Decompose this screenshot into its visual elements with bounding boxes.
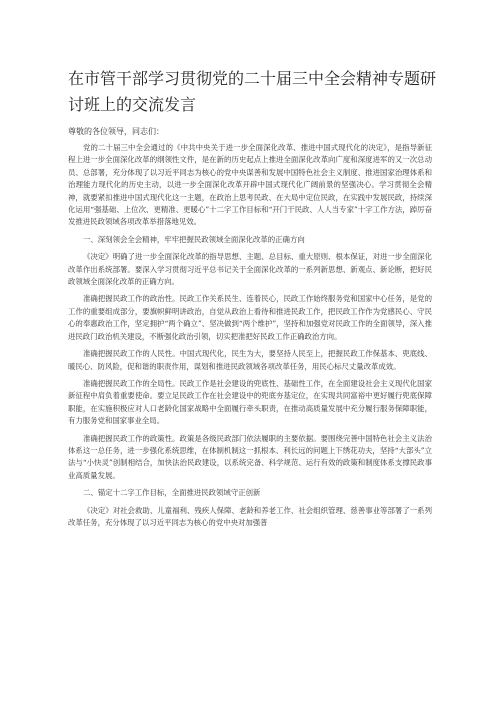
paragraph: 准确把握民政工作的政治性。民政工作关系民生、连着民心，民政工作始终服务党和国家中心任务，是党的工作的重要组成部分，要旗帜鲜明讲政治，自觉从政治上看待和推进民政工作，把民政工作作为党感民心、守民心的奉惠政治工作，坚定拥护“两个确立”、坚决做到“两个维护”，坚持和加强党对民政工作的全面领导，深入推进民政门政治机关建设，不断强化政治引领，切实把准把好民政工作正确政治方向。: [68, 294, 432, 341]
section-heading: 二、锚定十二字工作目标，全面推进民政领域守正创新: [83, 488, 261, 498]
paragraph: 《决定》对社会救助、儿童福利、残疾人保障、老龄和养老工作、社会组织管理、慈善事业等部署了一系列改革任务，充分体现了以习近平同志为核心的党中央对加强普: [68, 505, 432, 527]
greeting: 尊敬的各位领导，同志们：: [68, 127, 164, 136]
paragraph: 准确把握民政工作的人民性。中国式现代化，民生为大，要坚持人民至上，把握民政工作保基本、兜底线、暖民心、防风险，促和谐的职责作用，谋划和推进民政领域各项改革任务，用民心标尺丈量改革成效。: [68, 349, 432, 371]
paragraph: 准确把握民政工作的政策性。政策是各级民政部门依法履职的主要依据。要围绕完善中国特色社会主义法治体系这一总任务，进一步强化系统思维，在体制机制这一抓根本、利长远的问题上下绣花功夫，坚持“大部头”立法与“小快灵”创制相结合，加快法治民政建设，以系统完备、科学规范、运行有效的政策和制度体系支撑民政事业高质量发展。: [68, 433, 432, 480]
page-title: 在市管干部学习贯彻党的二十届三中全会精神专题研讨班上的交流发言: [68, 69, 437, 114]
document-body: [68, 142, 432, 534]
paragraph: 准确把握民政工作的全局性。民政工作是社会建设的兜底性、基础性工作，在全面建设社会主义现代化国家新征程中肩负着重要使命。要立足民政工作在社会建设中的兜底夯基定位，在实现共同富裕中更好履行兜底保障职能，在实施积极应对人口老龄化国家战略中全面履行牵头职责，在推动高质量发展中充分履行服务保障职能，有力服务党和国家事业全局。: [68, 378, 432, 426]
paragraph: 党的二十届三中全会通过的《中共中央关于进一步全面深化改革、推进中国式现代化的决定》，是指导新征程上进一步全面深化改革的纲领性文件，是在新的历史起点上推进全面深化改革向广度和深度进军的又一次总动员、总部署，充分体现了以习近平同志为核心的党中央谋善和发展中国特色社会主义制度、推进国家治理体系和治理能力现代化的历史主动，以进一步全面深化改革开辟中国式现代化广阔前景的坚强决心。学习贯彻全会精神，就要紧扣推进中国式现代化这一主题，在政治上思考民政、在大局中定位民政，在实践中发展民政，持续深化运用“强基础、上位次、更精准、更暖心”十二字工作目标和“开门干民政、人人当专家”十字工作方法，踔厉奋发推进民政领域各项改革举措落地见效。: [68, 143, 432, 227]
paragraph: 《决定》明确了进一步全面深化改革的指导思想、主题、总目标、重大原则、根本保证，对进一步全面深化改革作出系统部署。要深入学习贯彻习近平总书记关于全面深化改革的一系列新思想、新观点、新论断，把好民政领域全面深化改革的正确方向。: [68, 252, 432, 287]
section-heading: 一、深刻领会全会精神，牢牢把握民政领域全面深化改革的正确方向: [83, 234, 305, 244]
